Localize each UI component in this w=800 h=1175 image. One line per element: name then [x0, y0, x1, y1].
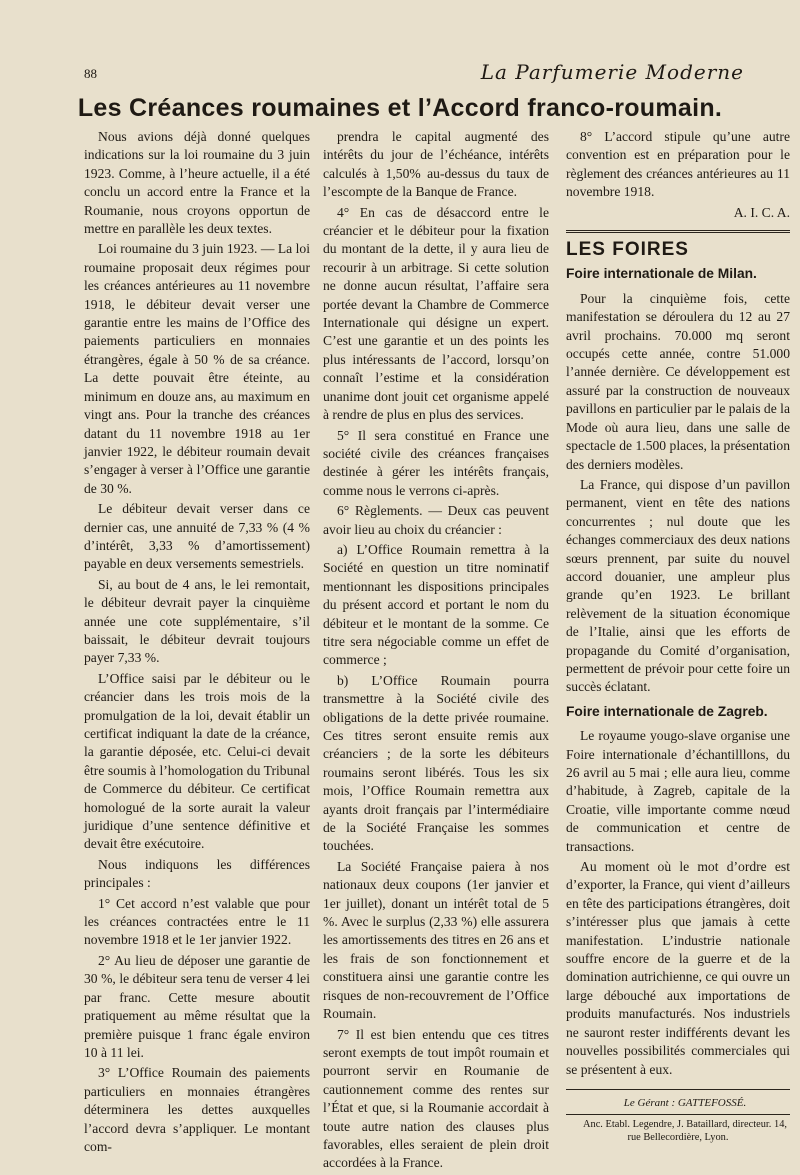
paragraph: prendra le capital augmenté des intérêts du jour de l’échéance, intérêts calculés à 1,50% au-dessus du taux de l’escompte de la Banque de France. [323, 129, 549, 200]
article-column-1 [84, 128, 310, 1158]
paragraph: b) L’Office Roumain pourra transmettre à la Société civile des obligations de la dette privée roumaine. Ces titres seront ensuite remis aux créanciers ; de la sorte les débiteurs roumains seront libérés. Tous les six mois, l’Office Roumain remettra aux ayants droit français par l’intermédiaire de la Société Française les sommes touchées. [323, 672, 549, 854]
paragraph: 5° Il sera constitué en France une société civile des créances françaises destinée à gérer les intérêts français, comme nous le verrons ci-après. [323, 427, 549, 498]
paragraph: Le débiteur devait verser dans ce dernier cas, une annuité de 7,33 % (4 % d’intérêt, 3,33 % d’amortissement) payable en deux versements semestriels. [84, 501, 310, 572]
paragraph: Le royaume yougo-slave organise une Foire internationale d’échantilllons, du 26 avril au 5 mai ; elle aura lieu, comme d’habitude, à Zagreb, capitale de la Croatie, ville importante comme nœud de communication et centre de transactions. [566, 728, 790, 854]
section-divider [566, 230, 790, 233]
milan-title: Foire internationale de Milan. [566, 266, 757, 282]
paragraph: Nous indiquons les différences principales : [84, 856, 310, 891]
paragraph: 8° L’accord stipule qu’une autre convention est en préparation pour le règlement des créances antérieures au 11 novembre 1918. [566, 129, 790, 200]
paragraph: 3° L’Office Roumain des paiements particuliers en monnaies étrangères déterminera les dettes auxquelles l’accord devra s’appliquer. Le montant com- [84, 1065, 310, 1154]
paragraph: Pour la cinquième fois, cette manifestation se déroulera du 12 au 27 avril prochains. 70.000 mq seront occupés cette année, contre 51.000 l’année dernière. Ce développement est assuré par la construction de nouveaux pavillons en particulier par le palais de la Mode où aura lieu, dans une salle de spectacle de 1.500 places, la présentation des derniers modèles. [566, 290, 790, 472]
paragraph: La France, qui dispose d’un pavillon permanent, vient en tête des nations concurrentes ; nul doute que les échanges commerciaux des deux nations sœurs prennent, par suite du nouvel accord douanier, une ampleur plus grande qu’en 1923. Le brillant relèvement de la situation économique de l’Italie, ainsi que les efforts de propagande du Comité d’organisation, permettent de prévoir pour cette foire un succès éclatant. [566, 476, 790, 695]
paragraph: 2° Au lieu de déposer une garantie de 30 %, le débiteur sera tenu de verser 4 lei par franc. Cette mesure aboutit pratiquement au même résultat que la première puisque 1 franc égale environ 10 à 11 lei. [84, 952, 310, 1060]
article-title: Les Créances roumaines et l’Accord franco-roumain. [77, 94, 723, 122]
section-title: LES FOIRES [566, 239, 689, 261]
paragraph: a) L’Office Roumain remettra à la Société en question un titre nominatif mentionnant les dispositions principales du présent accord et portant le nom du débiteur et le montant de la somme. Ce titre sera négociable comme un effet de commerce ; [323, 541, 549, 668]
paragraph: 6° Règlements. — Deux cas peuvent avoir lieu au choix du créancier : [323, 503, 549, 537]
article-signature: A. I. C. A. [733, 204, 790, 220]
article-column-2 [323, 128, 549, 1175]
zagreb-title: Foire internationale de Zagreb. [566, 703, 768, 719]
printer-credit: Anc. Etabl. Legendre, J. Bataillard, directeur. 14, rue Bellecordière, Lyon. [566, 1114, 790, 1144]
page-number: 88 [84, 66, 97, 81]
paragraph: Loi roumaine du 3 juin 1923. — La loi roumaine proposait deux régimes pour les créances antérieures au 11 novembre 1918, le débiteur devait verser une garantie entre les mains de l’Office des paiements particuliers en monnaies étrangères, égale à 50 % de sa créance. La dette pouvait être éteinte, au minimum en douze ans, au maximum en vingt ans. Pour la tranche des créances datant du 11 novembre 1918 au 1er janvier 1922, le débiteur roumain devait s’engager à verser à l’Office une garantie de 30 %. [84, 241, 310, 496]
article-column-3 [566, 128, 790, 1146]
paragraph: 7° Il est bien entendu que ces titres seront exempts de tout impôt roumain et pourront servir en Roumanie de cautionnement comme des rentes sur l’État et que, si la Roumanie accordait à toute autre nation des clauses plus favorables, elles seraient de plein droit accordées à la France. [323, 1026, 549, 1171]
paragraph: 4° En cas de désaccord entre le créancier et le débiteur pour la fixation du montant de la dette, il y aura lieu de recourir à un arbitrage. Si cette solution ne donne aucun résultat, l’affaire sera portée devant la Chambre de Commerce Internationale qui désigne un expert. C’est une garantie et un des points les plus intéressants de l’accord, lorsqu’on connaît l’estime et la considération unanime dont jouit cet organisme appelé à rendre de plus en plus des services. [323, 204, 549, 423]
paragraph: L’Office saisi par le débiteur ou le créancier dans les trois mois de la promulgation de la loi, devait établir un certificat indiquant la date de la créance, la garantie déposée, etc. Celui-ci devait être soumis à l’homologation du Tribunal de Commerce du débiteur. Ce certificat homologué de la sorte aurait la valeur juridique d’une sentence définitive et devait être exécutoire. [84, 670, 310, 852]
footer-divider [566, 1089, 790, 1090]
paragraph: La Société Française paiera à nos nationaux deux coupons (1er janvier et 1er juillet), donant un intérêt total de 5 %. Avec le surplus (2,33 %) elle assurera les amortissements des titres en 26 ans et les frais de son fonctionnement et constituera ainsi une garantie contre les risques de non-recouvrement de l’Office Roumain. [323, 858, 549, 1022]
paragraph: Si, au bout de 4 ans, le lei remontait, le débiteur devrait payer la cinquième année une cote supplémentaire, s’il baissait, le débiteur devrait toujours payer 7,33 %. [84, 576, 310, 666]
paragraph: 1° Cet accord n’est valable que pour les créances contractées entre le 11 novembre 1918 et le 1er janvier 1922. [84, 895, 310, 948]
paragraph: Nous avions déjà donné quelques indications sur la loi roumaine du 3 juin 1923. Comme, à l’heure actuelle, il a été conclu un accord entre la France et la Roumanie, nous croyons opportun de mettre en parallèle les deux textes. [84, 129, 310, 237]
masthead-logo: La Parfumerie Moderne [480, 60, 744, 84]
paragraph: Au moment où le mot d’ordre est d’exporter, la France, qui vient d’ailleurs en tête des participations étrangères, doit s’intéresser plus que jamais à cette manifestation. L’industrie nationale souffre encore de la guerre et de la domination autrichienne, ce qui ouvre un large débouché aux importations de produits manufacturés. Nos industriels ne sauront rester indifférents devant les nouvelles possibilités commerciales qui se présentent à eux. [566, 859, 790, 1077]
gerant-line: Le Gérant : GATTEFOSSÉ. [623, 1096, 747, 1109]
